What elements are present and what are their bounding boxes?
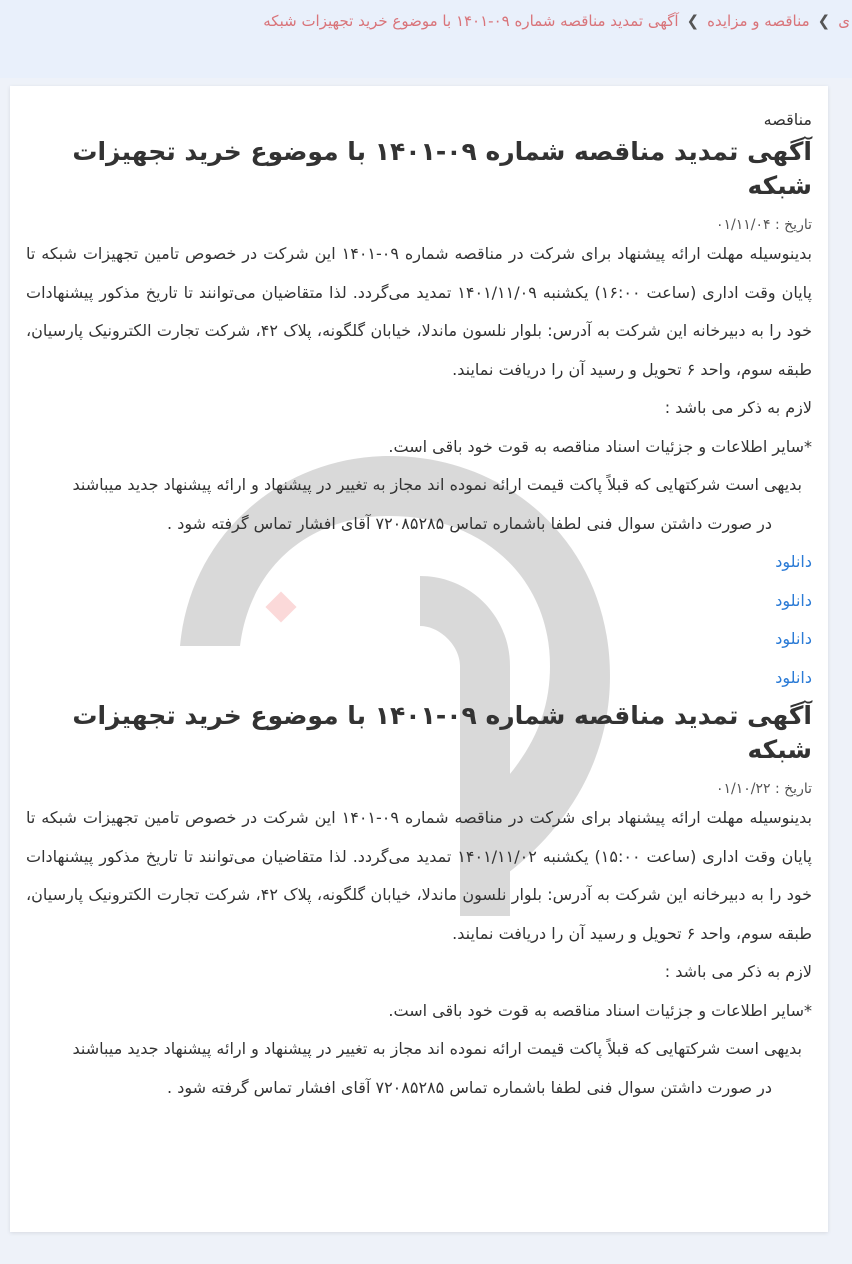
post-title[interactable]: آگهی تمدید مناقصه شماره ۰۹-۱۴۰۱ با موضوع خرید تجهیزات شبکه: [72, 137, 812, 200]
download-link-3[interactable]: دانلود: [775, 629, 812, 648]
chevron-icon: ❯: [686, 12, 700, 30]
breadcrumb: [0, 0, 852, 78]
note-1: *سایر اطلاعات و جزئیات اسناد مناقصه به قوت خود باقی است.: [388, 1000, 812, 1020]
note-1: *سایر اطلاعات و جزئیات اسناد مناقصه به قوت خود باقی است.: [388, 436, 812, 456]
breadcrumb-home[interactable]: ی: [838, 12, 850, 30]
download-link-4[interactable]: دانلود: [775, 667, 812, 687]
content-card: [10, 86, 828, 1232]
breadcrumb-tenders[interactable]: مناقصه و مزایده: [707, 12, 810, 30]
category-label: مناقصه: [763, 110, 812, 129]
post-date: تاریخ : ۰۱/۱۱/۰۴: [715, 217, 812, 233]
note-3: در صورت داشتن سوال فنی لطفا باشماره تماس ۷۲۰۸۵۲۸۵ آقای افشار تماس گرفته شود .: [167, 1077, 772, 1097]
download-link-1[interactable]: دانلود: [775, 552, 812, 571]
post-title[interactable]: آگهی تمدید مناقصه شماره ۰۹-۱۴۰۱ با موضوع خرید تجهیزات شبکه: [72, 701, 812, 764]
note-2: بدیهی است شرکتهایی که قبلاً پاکت قیمت ارائه نموده اند مجاز به تغییر در پیشنهاد و ارائه پیشنهاد جدید میباشند: [72, 475, 802, 494]
post-body: بدینوسیله مهلت ارائه پیشنهاد برای شرکت در مناقصه شماره ۰۹-۱۴۰۱ این شرکت در خصوص تامین تجهیزات شبکه تا پایان وقت اداری (ساعت ۱۶:۰۰) یکشنبه ۱۴۰۱/۱۱/۰۹ تمدید می‌گردد. لذا متقاضیان می‌توانند تا تاریخ مذکور پیشنهادات خود را به دبیرخانه این شرکت به آدرس: بلوار نلسون ماندلا، خیابان گلگونه، پلاک ۴۲، شرکت تجارت الکترونیک پارسیان، طبقه سوم، واحد ۶ تحویل و رسید آن را دریافت نمایند.: [26, 244, 813, 379]
post-body: بدینوسیله مهلت ارائه پیشنهاد برای شرکت در مناقصه شماره ۰۹-۱۴۰۱ این شرکت در خصوص تامین تجهیزات شبکه تا پایان وقت اداری (ساعت ۱۵:۰۰) یکشنبه ۱۴۰۱/۱۱/۰۲ تمدید می‌گردد. لذا متقاضیان می‌توانند تا تاریخ مذکور پیشنهادات خود را به دبیرخانه این شرکت به آدرس: بلوار نلسون ماندلا، خیابان گلگونه، پلاک ۴۲، شرکت تجارت الکترونیک پارسیان، طبقه سوم، واحد ۶ تحویل و رسید آن را دریافت نمایند.: [26, 808, 813, 943]
download-link-2[interactable]: دانلود: [775, 590, 812, 610]
note-heading: لازم به ذکر می باشد :: [664, 398, 812, 417]
chevron-icon: ❯: [817, 12, 831, 30]
post-date: تاریخ : ۰۱/۱۰/۲۲: [715, 781, 812, 797]
breadcrumb-current: آگهی تمدید مناقصه شماره ۰۹-۱۴۰۱ با موضوع خرید تجهیزات شبکه: [263, 12, 679, 30]
note-heading: لازم به ذکر می باشد :: [664, 962, 812, 981]
note-3: در صورت داشتن سوال فنی لطفا باشماره تماس ۷۲۰۸۵۲۸۵ آقای افشار تماس گرفته شود .: [167, 513, 772, 533]
note-2: بدیهی است شرکتهایی که قبلاً پاکت قیمت ارائه نموده اند مجاز به تغییر در پیشنهاد و ارائه پیشنهاد جدید میباشند: [72, 1039, 802, 1058]
